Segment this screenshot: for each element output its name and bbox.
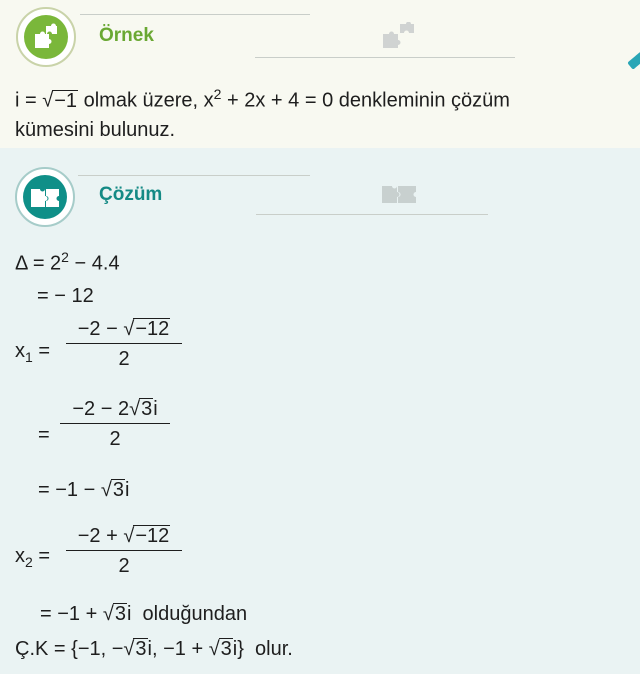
solution-heading: Çözüm xyxy=(99,184,163,205)
problem-statement: i = √−1 olmak üzere, $x^2 + 2x + 4 = 0$ denkleminin çözüm kümesini bulunuz. xyxy=(15,86,510,141)
divider xyxy=(256,214,488,215)
x1-result: = −1 − √3i xyxy=(38,479,130,501)
solution-set: Ç.K = {−1, −√3i, −1 + √3i} olur. xyxy=(15,638,293,660)
divider xyxy=(80,14,310,15)
x2-result: = −1 + √3i olduğundan xyxy=(40,603,248,625)
solution-badge xyxy=(15,167,75,227)
delta-line: $\Delta = 2^2 - 4.4$ xyxy=(15,249,120,275)
example-heading: Örnek xyxy=(99,25,154,46)
x1-step2-fraction: −2 − 2√3i 2 xyxy=(60,398,170,451)
x1-label: $x_1$ = xyxy=(15,340,51,365)
divider xyxy=(78,175,310,176)
x2-fraction: −2 + √−12 2 xyxy=(66,525,182,578)
puzzle-icon xyxy=(31,22,61,52)
puzzle-icon xyxy=(381,22,419,50)
puzzle-icon xyxy=(29,185,61,209)
example-badge xyxy=(16,7,76,67)
puzzle-icon xyxy=(380,183,420,205)
x2-label: $x_2$ = xyxy=(15,545,51,570)
x1-step2-eq: = xyxy=(38,424,50,446)
x1-fraction: −2 − √−12 2 xyxy=(66,318,182,371)
delta-result: = − 12 xyxy=(37,285,94,307)
divider xyxy=(255,57,515,58)
